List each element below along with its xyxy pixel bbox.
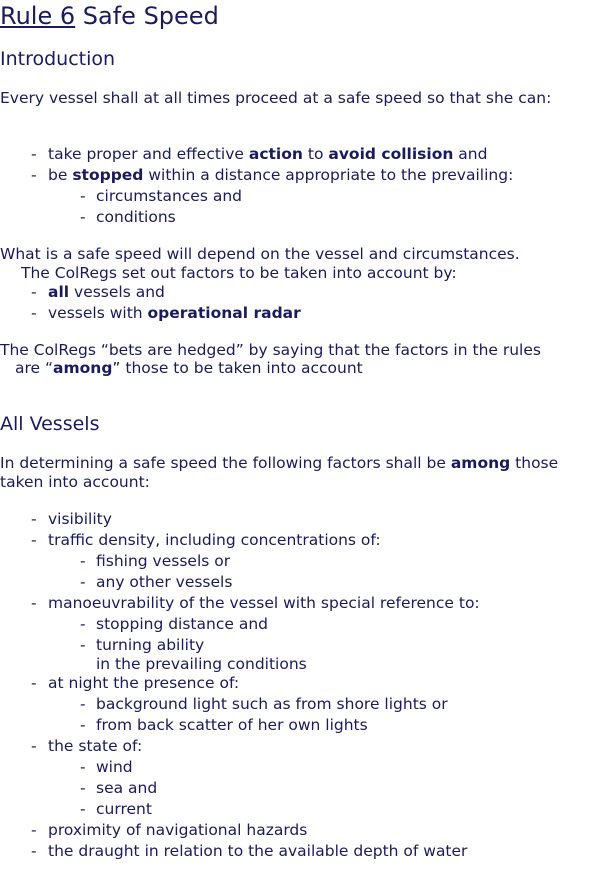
list-item: - proximity of navigational hazards [0, 821, 590, 842]
list-item: - sea and [0, 779, 590, 800]
intro-list [0, 145, 590, 229]
vessel-types-list [0, 283, 590, 325]
among-line: are “among” those to be taken into account [15, 359, 363, 377]
list-item: - take proper and effective action to avoid collision and [0, 145, 590, 166]
page-title [0, 2, 219, 30]
intro-paragraph: Every vessel shall at all times proceed at a safe speed so that she can: [0, 89, 552, 107]
list-item: - background light such as from shore lights or [0, 695, 590, 716]
list-item: - any other vessels [0, 573, 590, 594]
list-item: - from back scatter of her own lights [0, 716, 590, 737]
safe-speed-line: What is a safe speed will depend on the vessel and circumstances. [0, 245, 520, 263]
list-item: - wind [0, 758, 590, 779]
section-heading-all-vessels: All Vessels [0, 413, 100, 435]
list-item: - stopping distance and [0, 615, 590, 636]
section-heading-introduction: Introduction [0, 48, 116, 70]
list-item: - vessels with operational radar [0, 304, 590, 325]
list-item-continuation: in the prevailing conditions [96, 655, 307, 673]
list-item: - the state of: [0, 737, 590, 758]
list-item: - be stopped within a distance appropriate to the prevailing: [0, 166, 590, 187]
list-item: - all vessels and [0, 283, 590, 304]
list-item: - manoeuvrability of the vessel with special reference to: [0, 594, 590, 615]
list-item: - visibility [0, 510, 590, 531]
list-item: - traffic density, including concentrations of: [0, 531, 590, 552]
factors-list [0, 510, 590, 863]
rule-number-link[interactable]: Rule 6 [0, 2, 76, 30]
rule-name: Safe Speed [82, 2, 219, 30]
list-item: - conditions [0, 208, 590, 229]
all-vessels-paragraph: In determining a safe speed the following factors shall be among those taken into account: [0, 454, 559, 491]
list-item: - turning ability [0, 636, 590, 655]
list-item: - current [0, 800, 590, 821]
hedged-line: The ColRegs “bets are hedged” by saying that the factors in the rules [0, 341, 541, 359]
list-item: - fishing vessels or [0, 552, 590, 573]
colregs-factors-line: The ColRegs set out factors to be taken into account by: [21, 264, 457, 282]
list-item: - the draught in relation to the available depth of water [0, 842, 590, 863]
list-item: - at night the presence of: [0, 674, 590, 695]
list-item: - circumstances and [0, 187, 590, 208]
